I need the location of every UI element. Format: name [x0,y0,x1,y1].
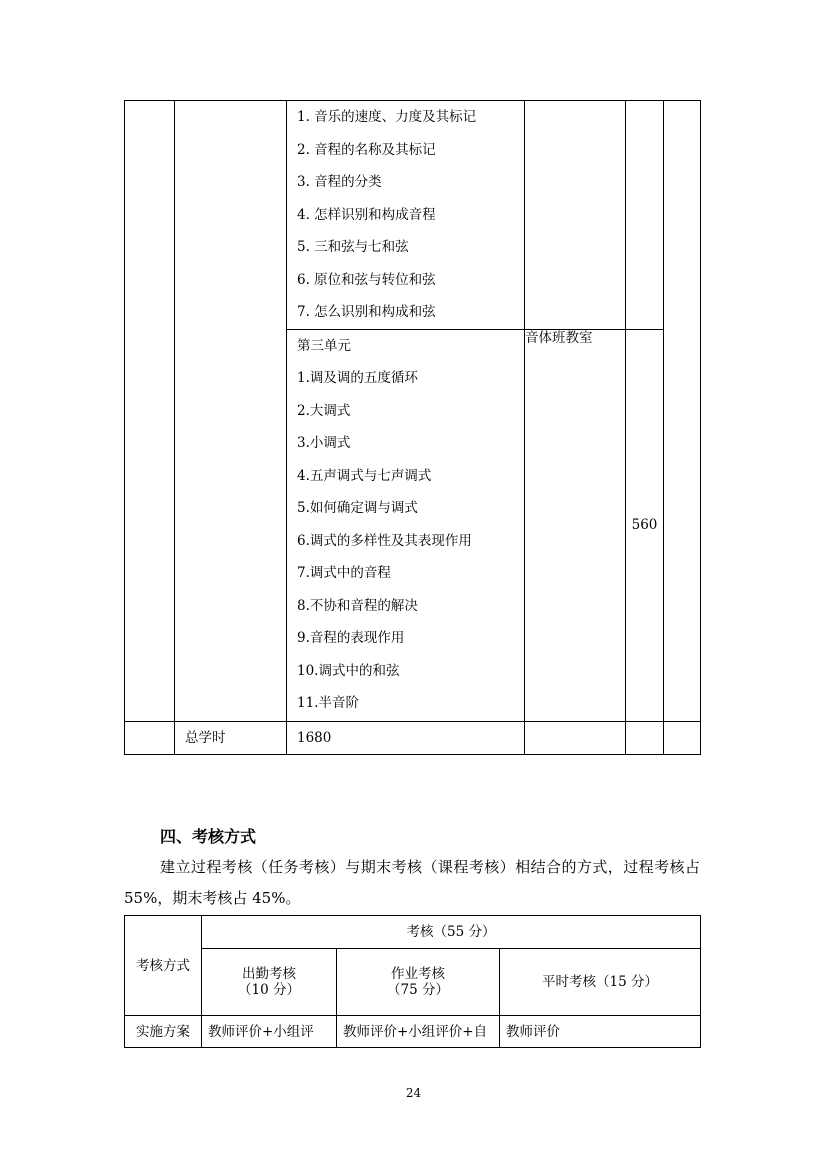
unit3-item: 6.调式的多样性及其表现作用 [297,532,472,549]
assessment-table [124,915,701,1048]
empty-cell [525,101,626,330]
total-hours-value: 1680 [287,721,525,754]
unit3-title: 第三单元 [297,337,351,354]
empty-cell [125,101,175,722]
unit2-item: 1. 音乐的速度、力度及其标记 [297,109,477,125]
total-row [125,721,701,754]
unit3-item: 10.调式中的和弦 [297,662,400,679]
homework-plan: 教师评价+小组评价+自 [337,1016,500,1048]
total-hours-label: 总学时 [175,721,287,754]
unit3-item: 7.调式中的音程 [297,565,391,581]
unit2-item: 2. 音程的名称及其标记 [297,141,436,158]
attendance-score: （10 分） [238,982,300,998]
assessment-subheader-row [125,949,701,1016]
unit2-item: 3. 音程的分类 [297,174,382,190]
homework-cell [337,949,500,1016]
unit3-item: 5.如何确定调与调式 [297,500,418,516]
empty-cell [626,721,664,754]
unit3-room: 音体班教室 [525,329,626,721]
empty-cell [664,101,701,722]
usual-label: 平时考核（15 分） [500,949,701,1016]
unit2-item: 6. 原位和弦与转位和弦 [297,271,436,288]
unit3-item: 8.不协和音程的解决 [297,597,418,614]
section-heading: 四、考核方式 [160,827,257,846]
unit3-item: 2.大调式 [297,402,351,419]
unit3-hours: 560 [626,329,664,721]
unit3-list [297,362,524,720]
page-number: 24 [405,1086,422,1100]
method-label: 考核方式 [125,916,202,1016]
unit2-row [125,101,701,330]
homework-label: 作业考核 [391,966,445,982]
unit3-item: 3.小调式 [297,435,351,451]
attendance-plan: 教师评价+小组评 [202,1016,337,1048]
attendance-cell [202,949,337,1016]
unit3-item: 9.音程的表现作用 [297,630,405,646]
unit2-item: 7. 怎么识别和构成和弦 [297,304,436,320]
plan-label: 实施方案 [125,1016,202,1048]
section-paragraph: 建立过程考核（任务考核）与期末考核（课程考核）相结合的方式，过程考核占 55%，期末考核占 45%。 [124,858,700,907]
unit2-list [297,101,524,329]
unit3-item: 4.五声调式与七声调式 [297,467,432,484]
assessment-plan-row [125,1016,701,1048]
unit3-content-cell [287,329,525,721]
unit3-item: 11.半音阶 [297,695,359,711]
unit2-content-cell [287,101,525,330]
course-schedule-table [124,100,701,755]
empty-cell [664,721,701,754]
assessment-header-row [125,916,701,949]
unit2-item: 5. 三和弦与七和弦 [297,239,409,255]
unit2-item: 4. 怎样识别和构成音程 [297,206,436,223]
usual-plan: 教师评价 [500,1016,701,1048]
empty-cell [626,101,664,330]
process-header: 考核（55 分） [202,916,701,949]
empty-cell [175,101,287,722]
empty-cell [525,721,626,754]
unit3-item: 1.调及调的五度循环 [297,370,418,386]
empty-cell [125,721,175,754]
homework-score: （75 分） [387,982,449,998]
attendance-label: 出勤考核 [242,966,296,982]
